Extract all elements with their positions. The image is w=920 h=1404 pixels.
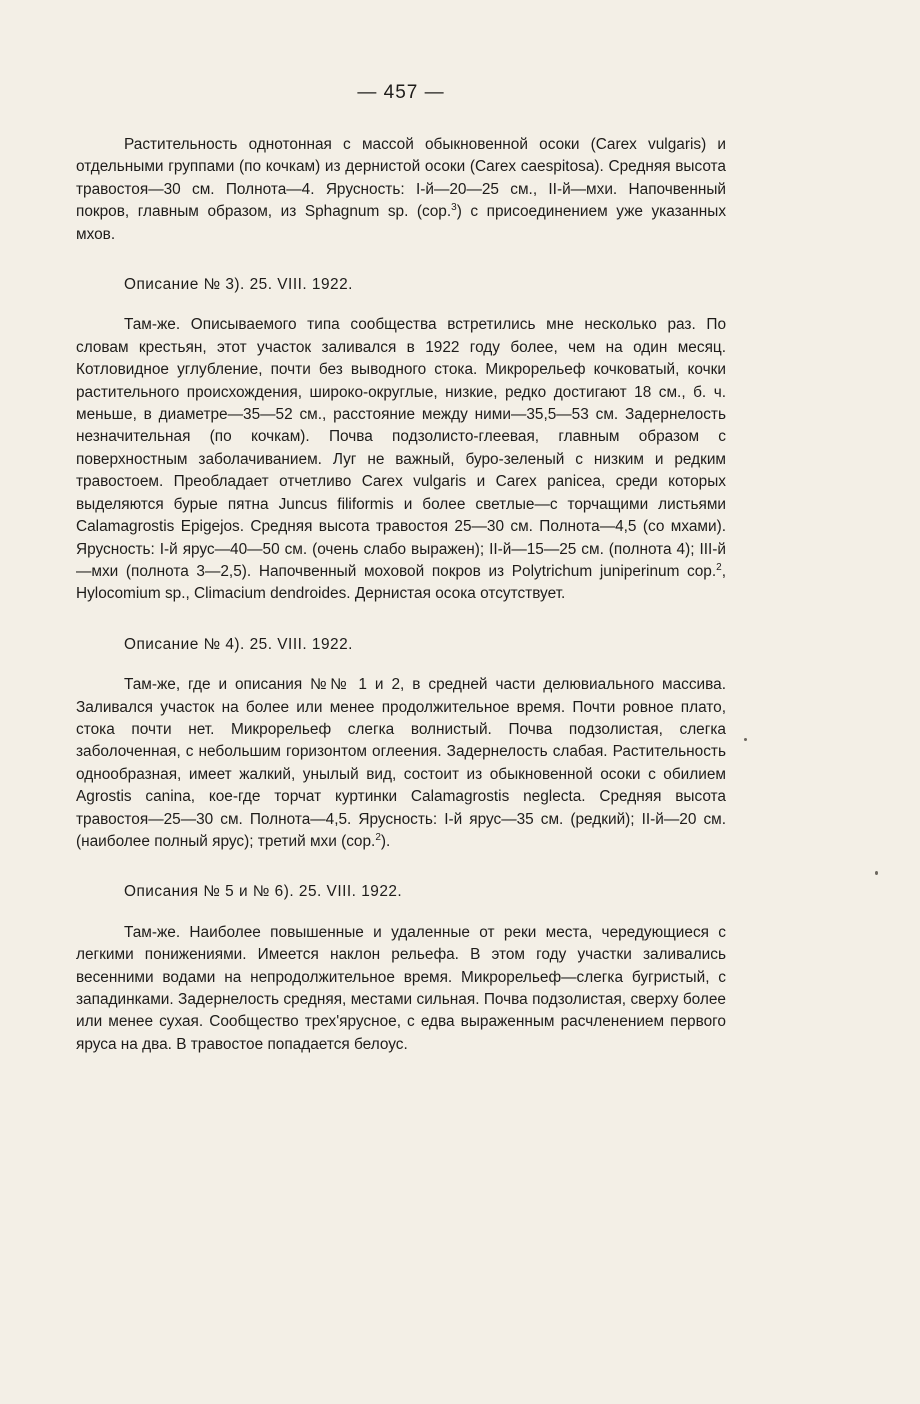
superscript: 3	[451, 202, 457, 214]
paragraph-text: Там-же, где и описания №№ 1 и 2, в средней части делювиального массива. Заливался участок на более или менее продолжительное время. Почти ровное плато, стока почти нет. Микрорельеф слегка волнистый. Почва подзолистая, слегка заболоченная, с небольшим горизонтом оглеения. Задернелость слабая. Растительность однообразная, имеет жалкий, унылый вид, состоит из обыкновенной осоки с обилием Agrostis canina, кое-где торчат куртинки Calamagrostis neglecta. Средняя высота травостоя—25—30 см. Полнота—4,5. Ярусность: I-й ярус—35 см. (редкий); II-й—20 см. (наиболее полный ярус); третий мхи (cop.	[76, 676, 726, 850]
paragraph-text: Там-же. Наиболее повышенные и удаленные от реки места, чередующиеся с легкими понижениями. Имеется наклон рельефа. В этом году участки заливались весенними водами на непродолжительное время. Микрорельеф—слегка бугристый, с западинками. Задернелость средняя, местами сильная. Почва подзолистая, сверху более или менее сухая. Сообщество трех'ярусное, с едва выраженным расчленением первого яруса на два. В травостое попадается белоус.	[76, 923, 726, 1053]
paragraph-tail: ) с присоединением уже указанных мхов.	[76, 203, 727, 243]
paragraph-text: Там-же. Описываемого типа сообщества встретились мне несколько раз. По словам крестьян, этот участок заливался в 1922 году более, чем на один месяц. Котловидное углубление, почти без выводного стока. Микрорельеф кочковатый, кочки растительного происхождения, широко-округлые, низкие, редко достигают 18 см., б. ч. меньше, в диаметре—35—52 см., расстояние между ними—35,5—53 см. Задернелость незначительная (по кочкам). Почва подзолисто-глеевая, главным образом с поверхностным заболачиванием. Луг не важный, буро-зеленый с низким и редким травостоем. Преобладает отчетливо Carex vulgaris и Carex panicea, среди которых выделяются бурые пятна Juncus filiformis и более светлые—с торчащими листьями Calamagrostis Epigejos. Средняя высота травостоя 25—30 см. Полнота—4,5 (со мхами). Ярусность: I-й ярус—40—50 см. (очень слабо выражен); II-й—15—25 см. (полнота 4); III-й—мхи (полнота 3—2,5). Напочвенный моховой покров из Polytrichum juniperinum cop.	[76, 316, 726, 580]
paragraph-description-4	[76, 674, 726, 853]
section-heading-description-5-6: Описания № 5 и № 6). 25. VIII. 1922.	[124, 883, 403, 901]
paper-speck	[744, 738, 747, 741]
page-number: — 457 —	[357, 82, 445, 103]
paragraph-description-3	[76, 314, 726, 605]
paper-speck	[875, 871, 878, 875]
section-heading-description-3: Описание № 3). 25. VIII. 1922.	[124, 276, 353, 294]
paragraph-tail: , Hylocomium sp., Climacium dendroides. Дернистая осока отсутствует.	[76, 562, 726, 603]
paragraph-intro	[76, 134, 726, 246]
superscript: 2	[375, 831, 381, 843]
paragraph-description-5-6	[76, 922, 726, 1056]
paragraph-tail: ).	[380, 832, 391, 850]
paragraph-text: Растительность однотонная с массой обыкновенной осоки (Carex vulgaris) и отдельными группами (по кочкам) из дернистой осоки (Carex caespitosa). Средняя высота травостоя—30 см. Полнота—4. Ярусность: I-й—20—25 см., II-й—мхи. Напочвенный покров, главным образом, из Sphagnum sp. (cop.	[76, 136, 726, 221]
section-heading-description-4: Описание № 4). 25. VIII. 1922.	[124, 635, 353, 653]
superscript: 2	[716, 561, 722, 573]
page-body	[76, 134, 726, 1056]
